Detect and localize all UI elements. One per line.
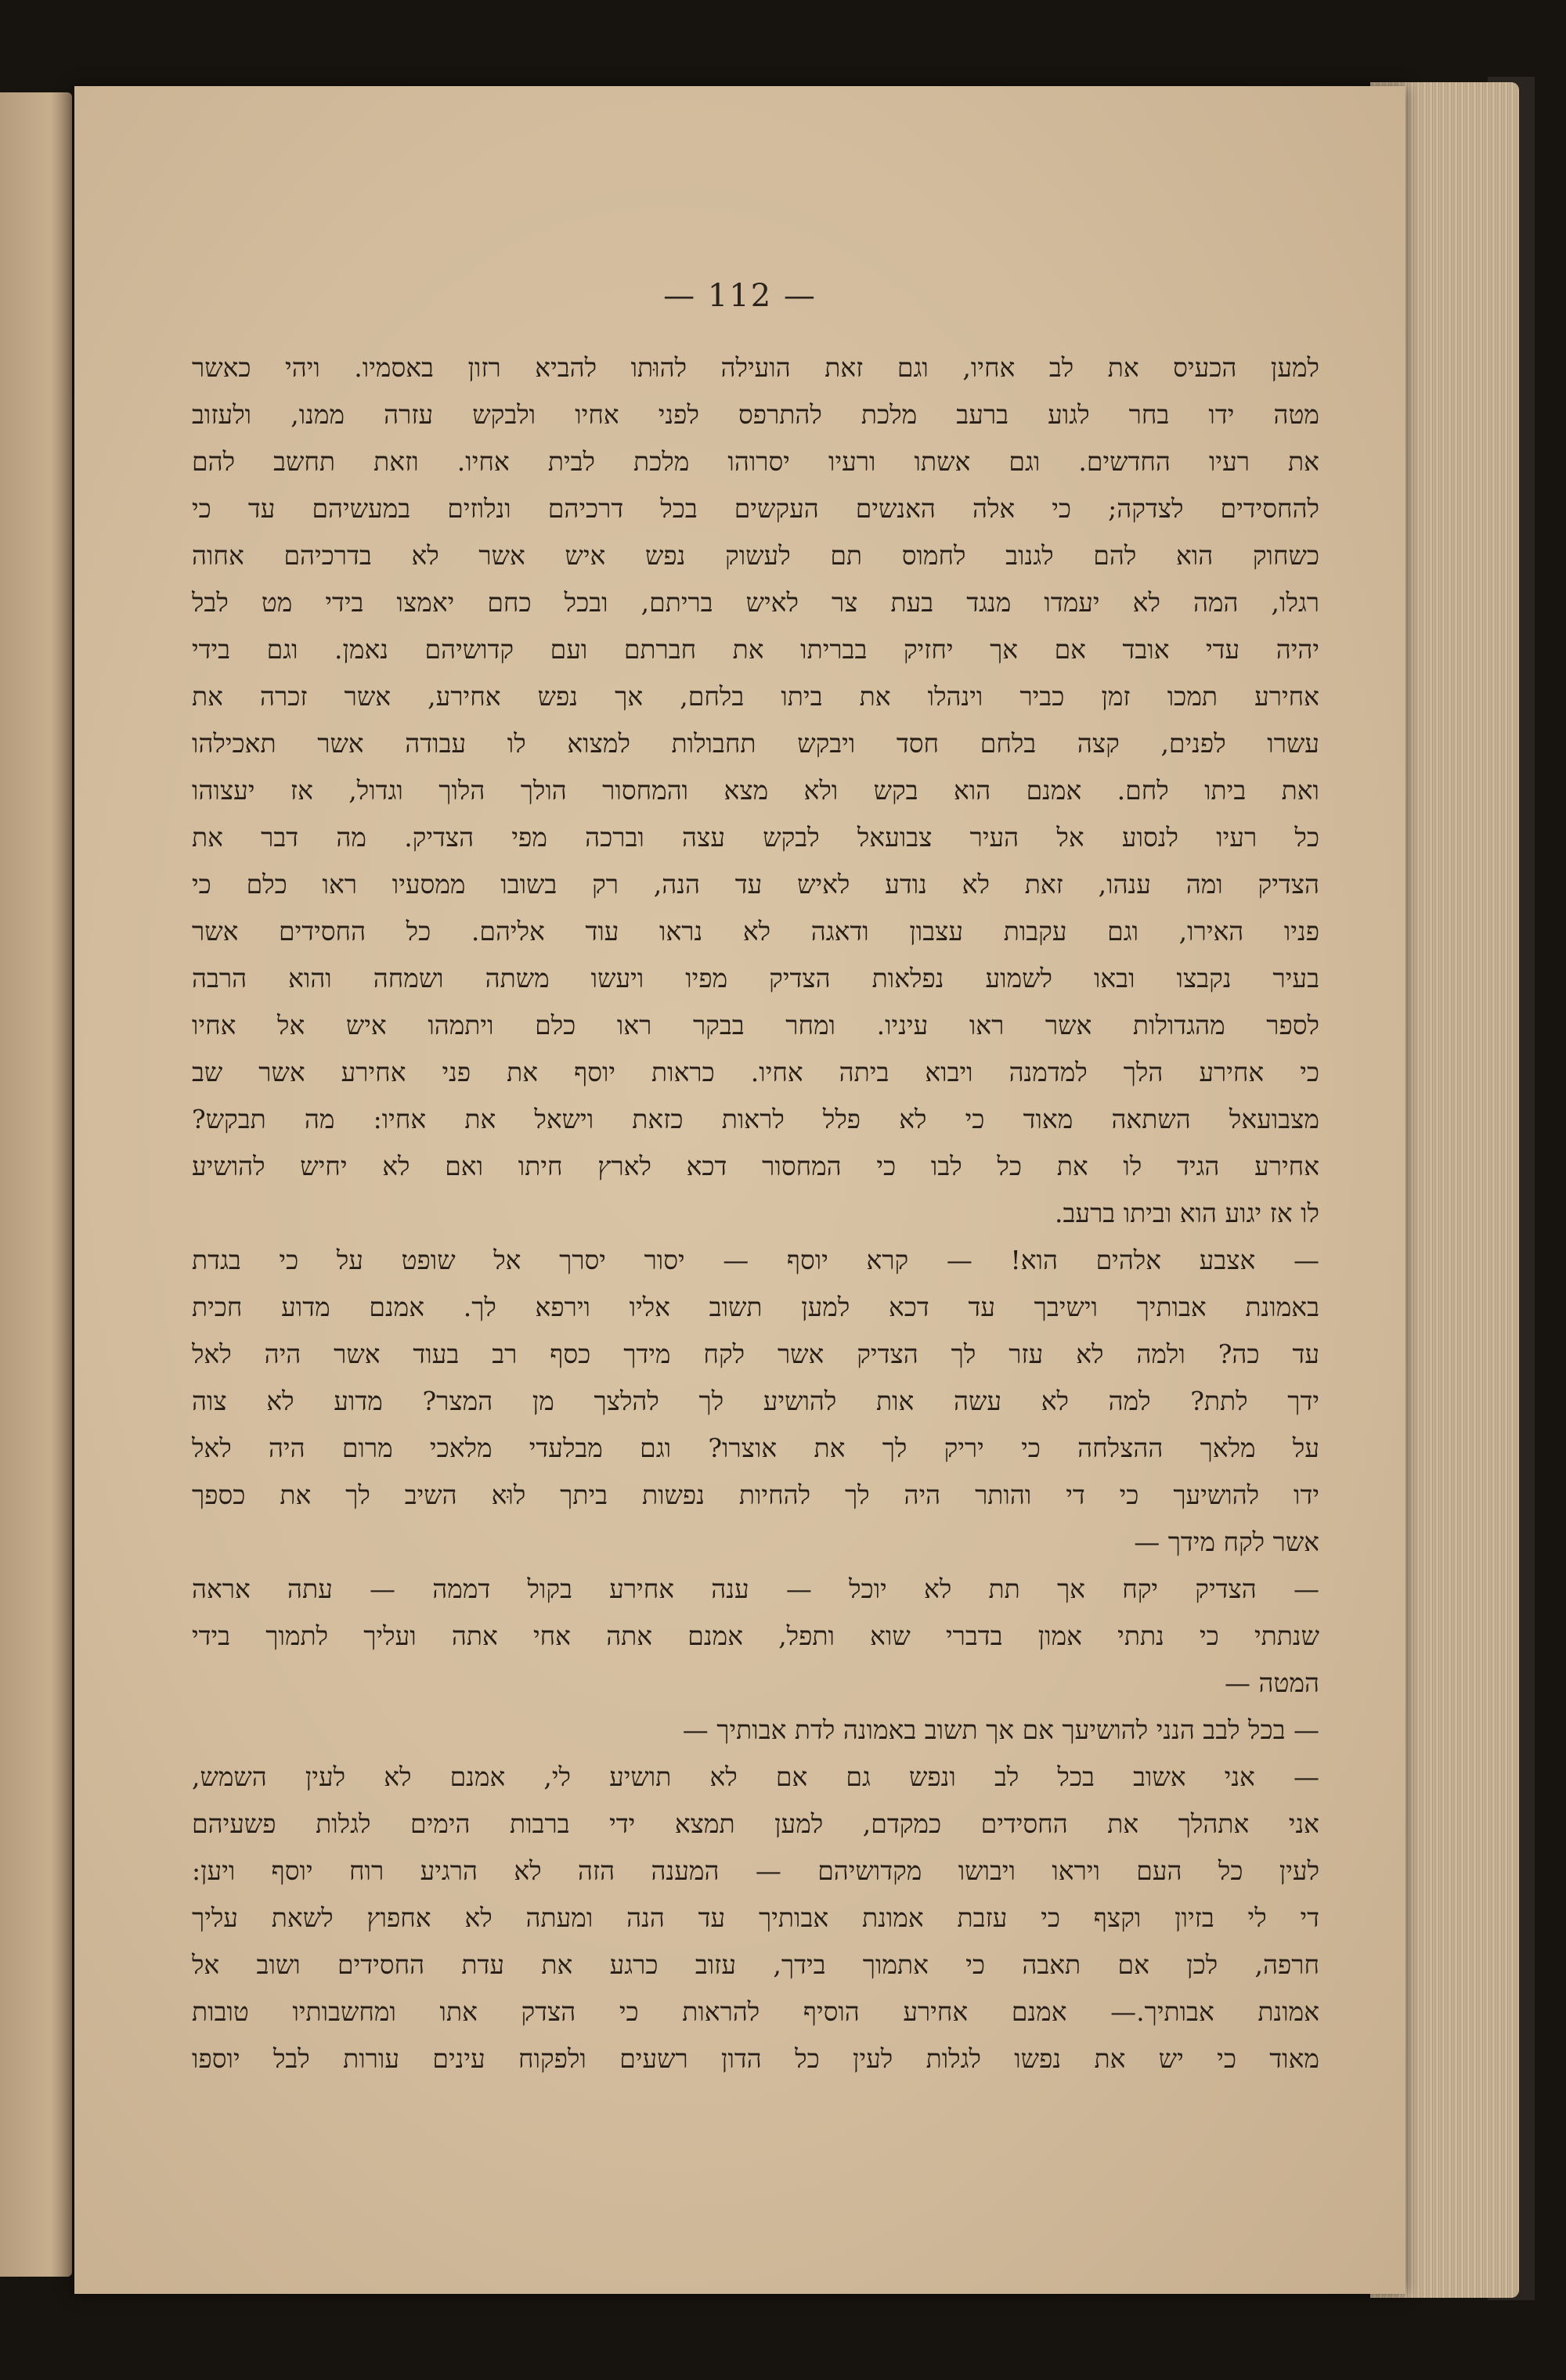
text-line: שנתתי כי נתתי אמון בדברי שוא ותפל, אמנם אתה אחי אתה ועליך לתמוך בידי — [192, 1621, 1319, 1651]
text-line: יהיה עדי אובד אם אך יחזיק בבריתו את חברתם ועם קדושיהם נאמן. וגם בידי — [192, 634, 1319, 665]
text-line: ואת ביתו לחם. אמנם הוא בקש ולא מצא והמחסור הולך הלוך וגדול, אז יעצוהו — [192, 775, 1319, 806]
text-line: המטה — — [1225, 1668, 1319, 1698]
text-line: מצבועאל השתאה מאוד כי לא פלל לראות כזאת וישאל את אחיו: מה תבקש? — [192, 1104, 1319, 1134]
text-line: ידו להושיעך כי די והותר היה לך להחיות נפשות ביתך לוּא השיב לך את כספך — [192, 1480, 1319, 1510]
text-line: להחסידים לצדקה; כי אלה האנשים העקשים בכל דרכיהם ונלוזים במעשיהם עד כי — [192, 493, 1319, 524]
text-line: עד כה? ולמה לא עזר לך הצדיק אשר לקח מידך כסף רב בעוד אשר היה לאל — [192, 1339, 1319, 1369]
text-line: די לי בזיון וקצף כי עזבת אמונת אבותיך עד הנה ומעתה לא אחפוץ לשאת עליך — [192, 1902, 1319, 1933]
text-line: לספר מהגדולות אשר ראו עיניו. ומחר בבקר ראו כלם ויתמהו איש אל אחיו — [192, 1010, 1319, 1040]
text-line: ידך לתת? למה לא עשה אות להושיע לך להלצך מן המצר? מדוע לא צוה — [192, 1386, 1319, 1416]
text-line: מאוד כי יש את נפשו לגלות לעין כל הדון רשעים ולפקוח עינים עורות לבל יוספו — [192, 2043, 1319, 2074]
text-line: פניו האירו, וגם עקבות עצבון ודאגה לא נראו עוד אליהם. כל החסידים אשר — [192, 916, 1319, 947]
text-line: עשרו לפנים, קצה בלחם חסד ויבקש תחבולות למצוא לו עבודה אשר תאכילהו — [192, 728, 1319, 759]
text-line: על מלאך ההצלחה כי יריק לך את אוצרו? וגם מבלעדי מלאכי מרום היה לאל — [192, 1433, 1319, 1463]
book-page — [74, 86, 1405, 2294]
text-line: למען הכעיס את לב אחיו, וגם זאת הועילה להוּתו להביא רזון באסמיו. ויהי כאשר — [192, 352, 1319, 383]
text-line: בעיר נקבצו ובאו לשמוע נפלאות הצדיק מפיו ויעשו משתה ושמחה והוא הרבה — [192, 963, 1319, 993]
text-line: — הצדיק יקח אך תת לא יוכל — ענה אחירע בקול דממה — עתה אראה — [192, 1574, 1319, 1604]
text-line: אחירע תמכו זמן כביר וינהלו את ביתו בלחם, אך נפש אחירע, אשר זכרה את — [192, 681, 1319, 712]
left-page-edge — [0, 92, 72, 2277]
page-number: — 112 — — [663, 278, 817, 314]
body-text — [192, 344, 1319, 2082]
text-line: אשר לקח מידך — — [1134, 1527, 1319, 1557]
text-line: רגלו, המה לא יעמדו מנגד בעת צר לאיש בריתם, ובכל כחם יאמצו בידי מט לבל — [192, 587, 1319, 618]
text-line: כל רעיו לנסוע אל העיר צבועאל לבקש עצה וברכה מפי הצדיק. מה דבר את — [192, 822, 1319, 853]
text-line: באמונת אבותיך וישיבך עד דכא למען תשוב אליו וירפא לך. אמנם מדוע חכית — [192, 1292, 1319, 1322]
text-line: — בכל לבב הנני להושיעך אם אך תשוב באמונה לדת אבותיך — — [682, 1715, 1319, 1745]
text-line: כי אחירע הלך למדמנה ויבוא ביתה אחיו. כראות יוסף את פני אחירע אשר שב — [192, 1057, 1319, 1087]
text-line: — אני אשוב בכל לב ונפש גם אם לא תושיע לי, אמנם לא לעין השמש, — [192, 1762, 1319, 1792]
text-line: אני אתהלך את החסידים כמקדם, למען תמצא ידי ברבות הימים לגלות פשעיהם — [192, 1808, 1319, 1839]
text-line: כשחוק הוא להם לגנוב לחמוס תם לעשוק נפש איש אשר לא בדרכיהם אחוה — [192, 540, 1319, 571]
text-line: — אצבע אלהים הוא! — קרא יוסף — יסור יסרך אל שופט על כי בגדת — [192, 1245, 1319, 1275]
text-line: לו אז יגוע הוא וביתו ברעב. — [1055, 1198, 1319, 1228]
text-line: חרפה, לכן אם תאבה כי אתמוך בידך, עזוב כרגע את עדת החסידים ושוב אל — [192, 1949, 1319, 1980]
text-line: אמונת אבותיך.— אמנם אחירע הוסיף להראות כי הצדק אתו ומחשבותיו טובות — [192, 1996, 1319, 2027]
text-line: מטה ידו בחר לגוע ברעב מלכת להתרפס לפני אחיו ולבקש עזרה ממנו, ולעזוב — [192, 399, 1319, 430]
text-line: אחירע הגיד לו את כל לבו כי המחסור דכא לארץ חיתו ואם לא יחיש להושיע — [192, 1151, 1319, 1181]
text-line: את רעיו החדשים. וגם אשתו ורעיו יסרוהו מלכת לבית אחיו. וזאת תחשב להם — [192, 446, 1319, 477]
text-line: לעין כל העם ויראו ויבושו מקדושיהם — המענה הזה לא הרגיע רוח יוסף ויען: — [192, 1855, 1319, 1886]
text-line: הצדיק ומה ענהו, זאת לא נודע לאיש עד הנה, רק בשובו ממסעיו ראו כלם כי — [192, 869, 1319, 900]
